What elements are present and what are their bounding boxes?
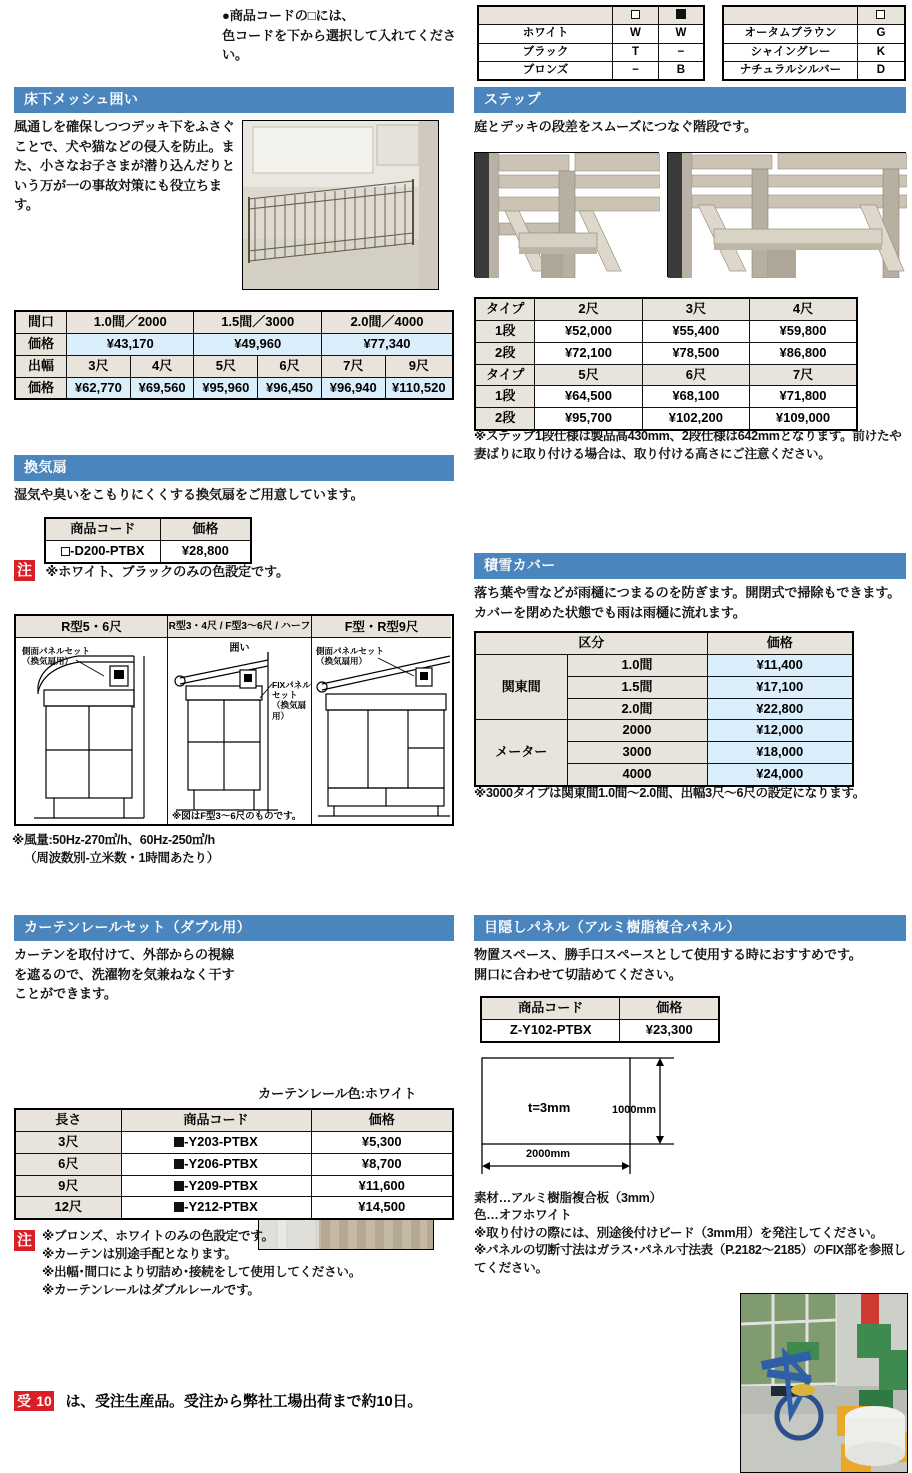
snow-note: ※3000タイプは関東間1.0間〜2.0間、出幅3尺〜6尺の設定になります。 [474,786,866,800]
fan-diagram-col-3 [312,616,451,824]
price-cell: ¥110,520 [385,377,453,399]
open-square-icon [61,547,70,556]
color-code: W [613,25,659,43]
cell: 7尺 [321,355,385,377]
column-header: タイプ [475,298,535,320]
price-cell: ¥22,800 [707,698,853,720]
cell: 5尺 [194,355,258,377]
code-text: -D200-PTBX [70,542,145,558]
code-text: -Y212-PTBX [184,1199,258,1215]
cell: 2.0間 [567,698,707,720]
caution-badge: 注 [14,560,35,581]
cell: 1.0間／2000 [67,311,194,333]
fan-diagram-box [14,614,454,826]
section-header-snow: 積雪カバー [474,553,906,579]
cell: 2.0間／4000 [321,311,453,333]
top-notice [222,6,474,65]
row-label: 出幅 [15,355,67,377]
cell: 9尺 [15,1175,121,1197]
price-cell: ¥95,960 [194,377,258,399]
code-text: -Y206-PTBX [184,1155,258,1171]
mesh-description: 風通しを確保しつつデッキ下をふさぐことで、犬や猫などの侵入を防止。また、小さなお子さまが潜り込んだりという万が一の事故対策にも役立ちます。 [14,119,235,213]
table-row [475,298,857,320]
panel-note: ※取り付けの際には、別途後付けビード（3mm用）を発注してください。 [474,1225,883,1240]
panel-note: 素材…アルミ樹脂複合板（3mm） [474,1191,662,1205]
product-code [121,1153,311,1175]
table-row [475,632,853,654]
footer [14,1390,422,1411]
row-label: 2段 [475,408,535,430]
color-name: ホワイト [478,25,613,43]
panel-note: 色…オフホワイト [474,1208,572,1223]
code-text: -Y203-PTBX [184,1133,258,1149]
price-cell: ¥8,700 [311,1153,453,1175]
product-code: Z-Y102-PTBX [481,1019,620,1041]
table-row [15,377,453,399]
fan-label-side-panel: 側面パネルセット （換気扇用） [22,646,91,667]
curtain-note: ※カーテンレールはダブルレールです。 [42,1282,260,1297]
price-cell: ¥11,400 [707,654,853,676]
row-label: 価格 [15,333,67,355]
order-badge-days: 10 [34,1391,54,1411]
cell: 12尺 [15,1197,121,1219]
product-code [121,1131,311,1153]
fan-note-text: ※ホワイト、ブラックのみの色設定です。 [45,564,289,579]
color-name: ナチュラルシルバー [723,61,857,80]
footer-text: は、受注生産品。受注から弊社工場出荷まで約10日。 [65,1393,423,1410]
price-cell: ¥55,400 [642,320,749,342]
price-cell: ¥71,800 [750,386,857,408]
column-header: 価格 [707,632,853,654]
panel-price-table [480,996,720,1043]
group-label: メーター [475,720,567,786]
cell: 3000 [567,742,707,764]
color-name: シャイングレー [723,43,857,61]
curtain-note: ※カーテンは別途手配となります。 [42,1246,237,1261]
color-code: W [658,25,704,43]
filled-square-icon [174,1181,184,1191]
color-name: オータムブラウン [723,25,857,43]
curtain-note: ※出幅･間口により切詰め･接続をして使用してください。 [42,1264,361,1279]
cell: 2000 [567,720,707,742]
curtain-note: ※ブロンズ、ホワイトのみの色設定です。 [42,1229,274,1243]
column-header: 長さ [15,1109,121,1131]
snow-desc-line2: カバーを閉めた状態でも雨は雨樋に流れます。 [474,604,746,620]
panel-description [474,945,906,984]
top-notice-line2: 色コードを下から選択して入れてください。 [222,27,456,63]
filled-square-icon [676,9,686,19]
price-cell: ¥68,100 [642,386,749,408]
price-cell: ¥52,000 [535,320,642,342]
column-header: 商品コード [481,997,620,1019]
price-cell: ¥96,940 [321,377,385,399]
table-row [15,355,453,377]
price-cell: ¥17,100 [707,676,853,698]
row-label: 1段 [475,320,535,342]
curtain-photo-caption: カーテンレール色:ホワイト [258,1086,417,1101]
fan-price-table [44,517,252,564]
cell: 6尺 [15,1153,121,1175]
panel-width-label: 2000mm [526,1148,571,1160]
price-cell: ¥5,300 [311,1131,453,1153]
fan-footnote [12,832,452,868]
price-cell: ¥95,700 [535,408,642,430]
fan-col1-title: R型5・6尺 [16,616,167,638]
color-code-table-2 [722,5,906,81]
caution-badge: 注 [14,1230,35,1251]
fan-footnote-line2: （周波数別-立米数・1時間あたり） [24,850,220,865]
mesh-price-table [14,310,454,400]
step-note: ※ステップ1段仕様は製品高430mm、2段仕様は642mmとなります。前けたや妻ばりに取り付ける場合は、取り付ける高さにご注意ください。 [474,429,902,461]
price-cell: ¥102,200 [642,408,749,430]
table-row [15,1131,453,1153]
column-header: 5尺 [535,364,642,386]
cell: 9尺 [385,355,453,377]
top-notice-line1: ●商品コードの□には、 [222,8,355,23]
column-header: 4尺 [750,298,857,320]
panel-thickness-label: t=3mm [528,1100,571,1115]
color-code: K [857,43,905,61]
section-header-mesh: 床下メッシュ囲い [14,87,454,113]
table-row [15,1109,453,1131]
snow-price-table [474,631,854,787]
price-cell: ¥78,500 [642,342,749,364]
price-cell: ¥24,000 [707,764,853,786]
column-header: タイプ [475,364,535,386]
table-row [475,342,857,364]
column-header: 商品コード [45,518,160,540]
column-header: 価格 [311,1109,453,1131]
price-cell: ¥14,500 [311,1197,453,1219]
price-cell: ¥11,600 [311,1175,453,1197]
step-photo-1 [474,152,659,277]
table-row [45,518,251,540]
curtain-notes-row [14,1228,464,1300]
column-header: 3尺 [642,298,749,320]
row-label: 1段 [475,386,535,408]
code-text: -Y209-PTBX [184,1177,258,1193]
snow-desc-line1: 落ち葉や雪などが雨樋につまるのを防ぎます。開閉式で掃除もできます。 [474,585,901,600]
product-code [121,1175,311,1197]
fan-diagram-col-2 [168,616,312,824]
row-label: 2段 [475,342,535,364]
row-label: 間口 [15,311,67,333]
step-price-table [474,297,858,431]
product-code [121,1197,311,1219]
price-cell: ¥28,800 [160,540,251,562]
price-cell: ¥12,000 [707,720,853,742]
cell: 1.0間 [567,654,707,676]
column-header: 2尺 [535,298,642,320]
price-cell: ¥72,100 [535,342,642,364]
color-code: − [613,61,659,80]
row-label: 価格 [15,377,67,399]
price-cell: ¥96,450 [258,377,322,399]
fan-label-side-panel-2: 側面パネルセット （換気扇用） [316,646,385,667]
snow-description [474,583,906,622]
color-code: B [658,61,704,80]
cell: 3尺 [15,1131,121,1153]
price-cell: ¥86,800 [750,342,857,364]
column-header: 6尺 [642,364,749,386]
curtain-description: カーテンを取付けて、外部からの視線を遮るので、洗濯物を気兼ねなく干すことができます。 [14,947,235,1002]
table-row [475,386,857,408]
color-code-table-1 [477,5,705,81]
table-row [475,320,857,342]
table-row [15,1197,453,1219]
price-cell: ¥77,340 [321,333,453,355]
panel-height-label: 1000mm [612,1104,657,1116]
order-badge-kanji: 受 [14,1391,34,1411]
section-header-fan: 換気扇 [14,455,454,481]
color-name: ブラック [478,43,613,61]
panel-desc-line1: 物置スペース、勝手口スペースとして使用する時におすすめです。 [474,947,862,962]
table-row [475,720,853,742]
color-code: D [857,61,905,80]
filled-square-icon [174,1202,184,1212]
table-row [475,364,857,386]
fan-label-fix-panel: FIXパネルセット （換気扇用） [272,680,311,721]
table-row [15,1175,453,1197]
section-header-step: ステップ [474,87,906,113]
price-cell: ¥49,960 [194,333,321,355]
price-cell: ¥23,300 [620,1019,719,1041]
table-row [481,997,719,1019]
curtain-price-table [14,1108,454,1220]
price-cell: ¥43,170 [67,333,194,355]
color-code: − [658,43,704,61]
fan-note-row [14,560,454,582]
mesh-photo [242,120,439,290]
filled-square-icon [174,1137,184,1147]
cell: 1.5間／3000 [194,311,321,333]
cell: 4000 [567,764,707,786]
table-row [15,1153,453,1175]
panel-usage-photo [740,1293,908,1473]
column-header: 商品コード [121,1109,311,1131]
table-row [475,654,853,676]
table-row [15,311,453,333]
group-label: 関東間 [475,654,567,720]
fan-col2-note: ※図はF型3〜6尺のものです。 [172,811,302,823]
fan-col2-title: R型3・4尺 / F型3〜6尺 / ハーフ囲い [168,616,311,638]
price-cell: ¥64,500 [535,386,642,408]
fan-description: 湿気や臭いをこもりにくくする換気扇をご用意しています。 [14,487,364,502]
price-cell: ¥109,000 [750,408,857,430]
cell: 1.5間 [567,676,707,698]
panel-desc-line2: 開口に合わせて切詰めてください。 [474,966,682,982]
fan-diagram-col-1 [16,616,168,824]
section-header-panel: 目隠しパネル（アルミ樹脂複合パネル） [474,915,906,941]
price-cell: ¥18,000 [707,742,853,764]
price-cell: ¥59,800 [750,320,857,342]
price-cell: ¥69,560 [130,377,194,399]
panel-notes [474,1190,906,1277]
color-code: T [613,43,659,61]
cell: 6尺 [258,355,322,377]
filled-square-icon [174,1159,184,1169]
open-square-icon [631,10,640,19]
fan-col3-title: F型・R型9尺 [312,616,451,638]
column-header: 区分 [475,632,707,654]
column-header: 価格 [160,518,251,540]
section-header-curtain: カーテンレールセット（ダブル用） [14,915,454,941]
open-square-icon [876,10,885,19]
panel-note: ※パネルの切断寸法はガラス･パネル寸法表（P.2182〜2185）のFIX部を参照してください。 [474,1243,906,1275]
column-header: 価格 [620,997,719,1019]
step-description: 庭とデッキの段差をスムーズにつなぐ階段です。 [474,119,757,134]
column-header: 7尺 [750,364,857,386]
price-cell: ¥62,770 [67,377,131,399]
table-row [15,333,453,355]
color-name: ブロンズ [478,61,613,80]
table-row [475,408,857,430]
cell: 3尺 [67,355,131,377]
panel-dimension-drawing [474,1052,704,1182]
table-row [481,1019,719,1041]
step-photo-2 [667,152,906,277]
cell: 4尺 [130,355,194,377]
color-code: G [857,25,905,43]
fan-footnote-line1: ※風量:50Hz-270㎥/h、60Hz-250㎥/h [12,833,215,847]
